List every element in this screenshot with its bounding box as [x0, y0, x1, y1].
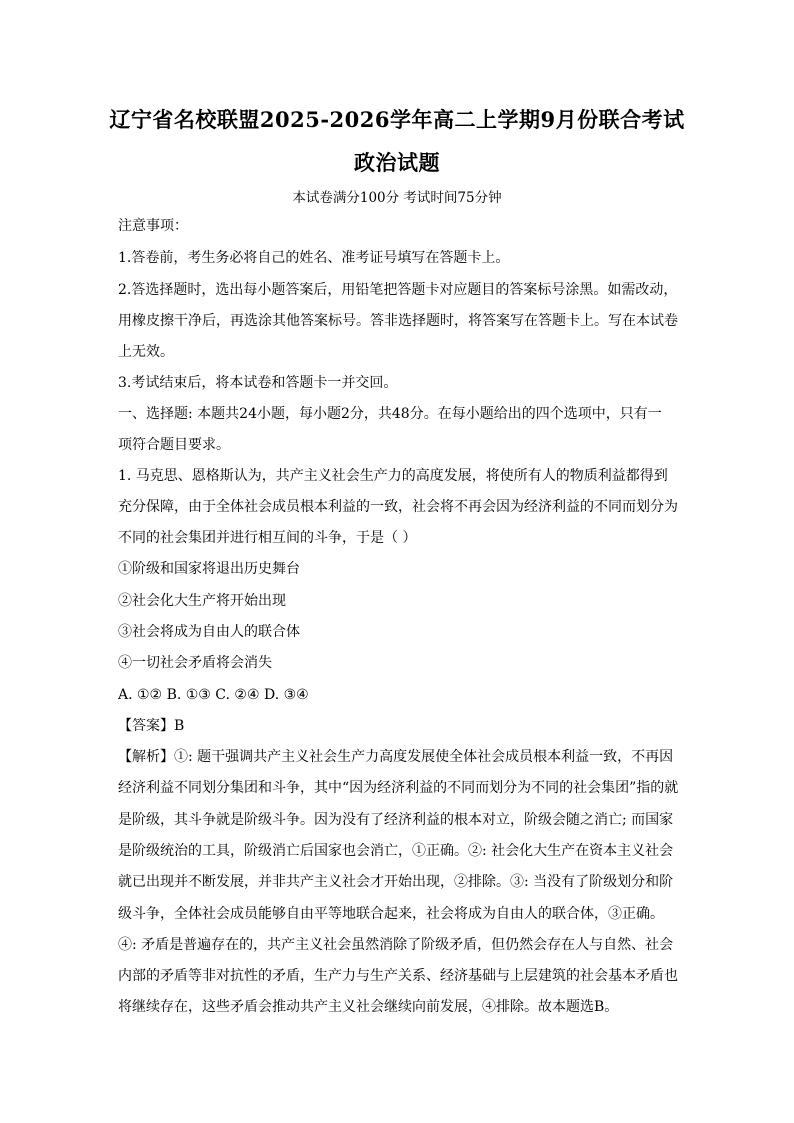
analysis-line: 是阶级统治的工具，阶级消亡后国家也会消亡，①正确。②: 社会化大生产在资本主义社会 [118, 843, 674, 859]
section-heading: 一、选择题: 本题共24小题，每小题2分，共48分。在每小题给出的四个选项中，只有一 [118, 406, 662, 422]
answer: 【答案】B [118, 718, 185, 734]
analysis-line: 【解析】①: 题干强调共产主义社会生产力高度发展使全体社会成员根本利益一致，不再因 [118, 749, 674, 765]
question-option: ①阶级和国家将退出历史舞台 [118, 561, 300, 577]
notes-line: 1.答卷前，考生务必将自己的姓名、准考证号填写在答题卡上。 [118, 250, 510, 266]
section-heading-cont: 项符合题目要求。 [118, 437, 230, 453]
subject-title: 政治试题 [354, 150, 440, 175]
notes-line: 2.答选择题时，选出每小题答案后，用铅笔把答题卡对应题目的答案标号涂黑。如需改动， [118, 282, 678, 298]
analysis-line: 就已出现并不断发展，并非共产主义社会才开始出现，②排除。③: 当没有了阶级划分和阶 [118, 874, 674, 890]
analysis-line: 经济利益不同划分集团和斗争，其中“因为经济利益的不同而划分为不同的社会集团”指的就 [118, 780, 679, 796]
answer-choices: A. ①② B. ①③ C. ②④ D. ③④ [118, 687, 309, 703]
question-stem: 充分保障，由于全体社会成员根本利益的一致，社会将不再会因为经济利益的不同而划分为 [118, 499, 678, 515]
analysis-line: 内部的矛盾等非对抗性的矛盾，生产力与生产关系、经济基础与上层建筑的社会基本矛盾也 [118, 968, 678, 984]
question-option: ③社会将成为自由人的联合体 [118, 624, 300, 640]
question-option: ④一切社会矛盾将会消失 [118, 655, 272, 671]
question-stem: 不同的社会集团并进行相互间的斗争，于是（ ） [118, 530, 417, 546]
notes-heading: 注意事项： [118, 218, 188, 234]
question-option: ②社会化大生产将开始出现 [118, 593, 286, 609]
exam-title: 辽宁省名校联盟2025-2026学年高二上学期9月份联合考试 [109, 107, 685, 132]
exam-info: 本试卷满分100分 考试时间75分钟 [292, 190, 502, 206]
notes-line: 上无效。 [118, 344, 174, 360]
question-stem: 1. 马克思、恩格斯认为，共产主义社会生产力的高度发展，将使所有人的物质利益都得到 [118, 468, 668, 484]
notes-line: 3.考试结束后，将本试卷和答题卡一并交回。 [118, 375, 398, 391]
analysis-line: ④: 矛盾是普遍存在的，共产主义社会虽然消除了阶级矛盾，但仍然会存在人与自然、社会 [118, 937, 674, 953]
analysis-line: 级斗争，全体社会成员能够自由平等地联合起来，社会将成为自由人的联合体，③正确。 [118, 906, 664, 922]
notes-line: 用橡皮擦干净后，再选涂其他答案标号。答非选择题时，将答案写在答题卡上。写在本试卷 [118, 313, 678, 329]
analysis-line: 是阶级，其斗争就是阶级斗争。因为没有了经济利益的根本对立，阶级会随之消亡; 而国家 [118, 812, 674, 828]
analysis-line: 将继续存在，这些矛盾会推动共产主义社会继续向前发展，④排除。故本题选B。 [118, 999, 619, 1015]
